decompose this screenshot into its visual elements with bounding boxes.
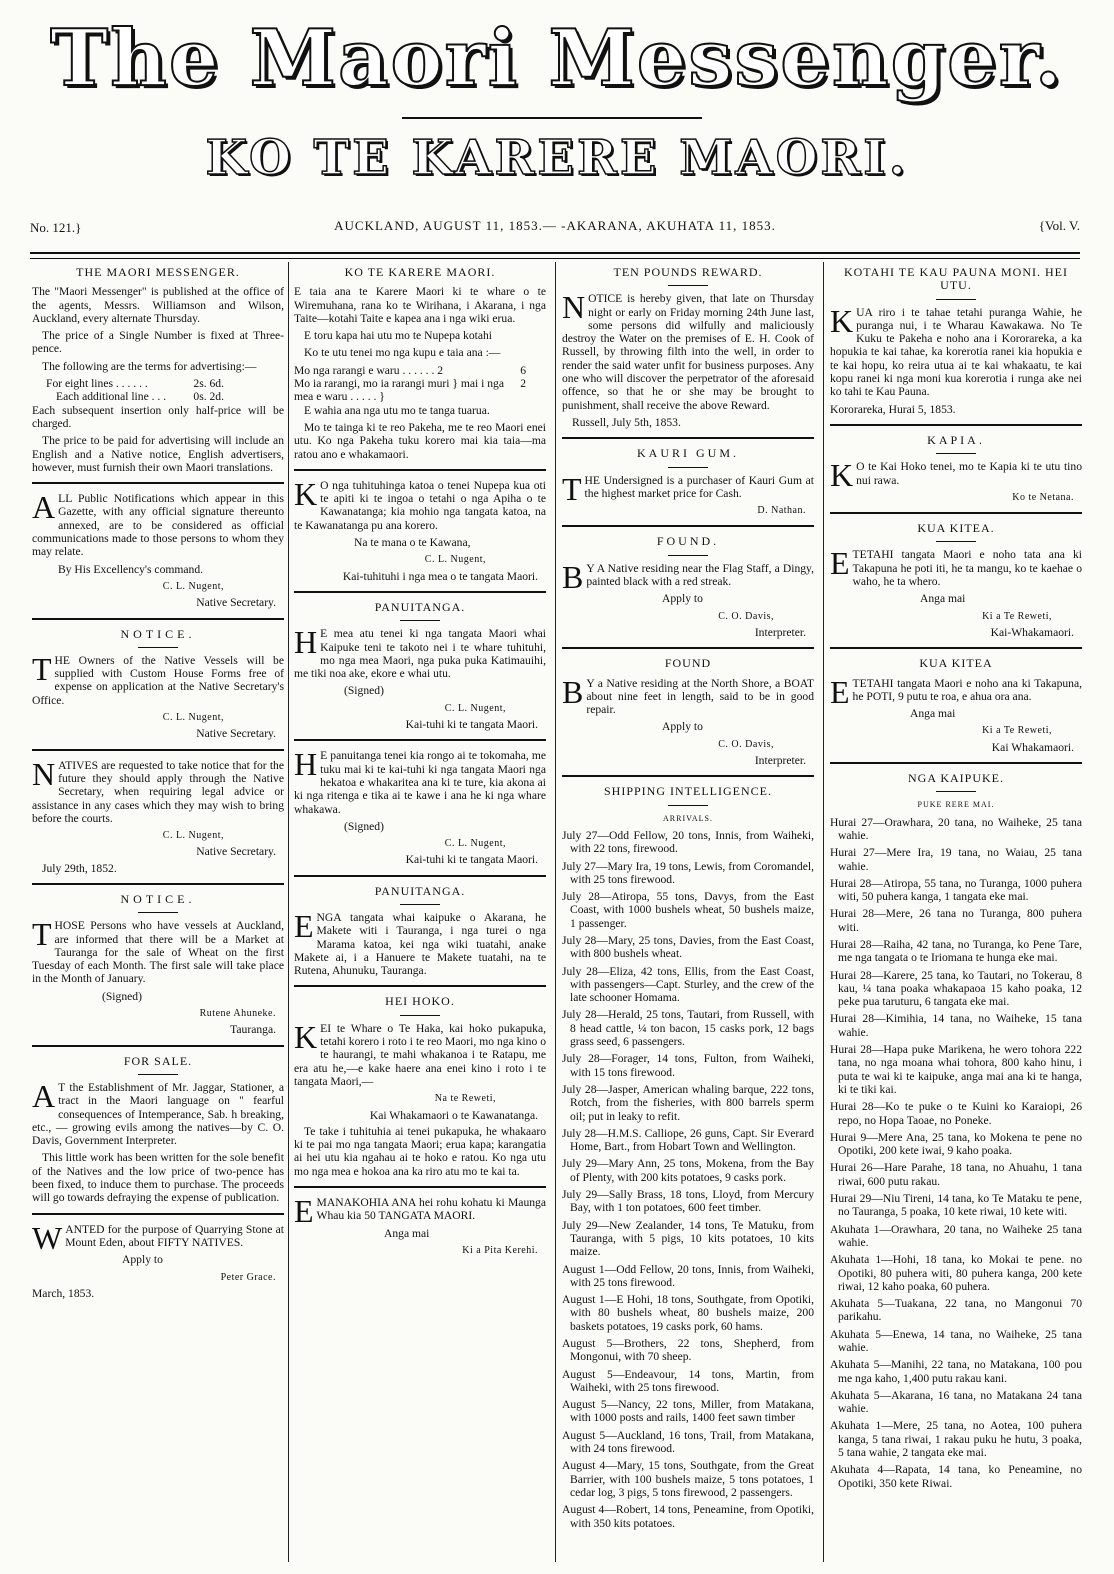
column-1: [32, 262, 284, 1304]
short-rule: [400, 620, 440, 621]
paragraph: This little work has been written for the sole benefit of the Natives and the low price of two-pence has been fixed, to induce them to purchase. The proceeds will go towards defraying the expense of publication.: [32, 1151, 284, 1205]
list-item: July 28—Forager, 14 tons, Fulton, from Waiheki, with 15 tons firewood.: [562, 1052, 814, 1079]
paragraph: NATIVES are requested to take notice that for the future they should apply through the Native Secretary, when requiring legal advice or assistance in any cases which they may wish to bring before the courts.: [32, 755, 284, 825]
signature-title: Kai-tuhituhi i nga mea o te tangata Maori.: [342, 569, 538, 583]
apply-label: Apply to: [662, 720, 703, 734]
list-item: Hurai 28—Ko te puke o te Kuini ko Karaiopi, 26 repo, no Hopa Taoae, no Poneke.: [830, 1100, 1082, 1127]
short-rule: [936, 541, 976, 542]
paragraph: ETETAHI tangata Maori e noho tata ana ki Takapuna he poti iti, he ta mangu, ko te kaehae o waho, he ta whero.: [830, 545, 1082, 589]
paragraph: KEI te Whare o Te Haka, kai hoko pukapuka, tetahi korero i roto i te reo Maori, mo nga kino o te haurangi, te mahi whakanoa i te Ratapu, me era atu he,—e kake haere ana enei kino i roto i te tangata Maori,—: [294, 1018, 546, 1088]
section-rule: [562, 775, 814, 777]
list-item: July 28—Eliza, 42 tons, Ellis, from the East Coast, with passengers—Capt. Sturley, and the crew of the late schooner Homama.: [562, 964, 814, 1005]
date: Russell, July 5th, 1853.: [572, 415, 681, 429]
signature-title: Kai-tuhi ki te tangata Maori.: [405, 853, 538, 867]
list-item: Hurai 27—Mere Ira, 19 tana, no Waiau, 25 tana wahie.: [830, 846, 1082, 873]
heading: FOUND: [664, 656, 712, 671]
list-item: Akuhata 1—Mere, 25 tana, no Aotea, 100 puhera kanga, 5 tana riwai, 1 rakau puku he hutu, 3 poaka, 5 tana wahie, 2 tangata eke mai.: [830, 1419, 1082, 1460]
list-item: Akuhata 1—Orawhara, 20 tana, no Waiheke 25 tana wahie.: [830, 1222, 1082, 1249]
list-item: July 29—Sally Brass, 18 tons, Lloyd, from Mercury Bay, with 1 ton potatoes, 600 feet timber.: [562, 1188, 814, 1215]
section-rule: [562, 525, 814, 527]
list-item: Hurai 28—Atiropa, 55 tana, no Turanga, 1000 puhera witi, 50 puhera kanga, 1 tangata eke mai.: [830, 876, 1082, 904]
signature: Ki a Pita Kerehi.: [462, 1244, 538, 1256]
heading: NOTICE.: [120, 626, 196, 641]
paragraph: E wahia ana nga utu mo te tanga tuarua.: [304, 403, 490, 417]
signature: Ki a Te Reweti,: [982, 725, 1052, 737]
paragraph: NOTICE is hereby given, that late on Thursday night or early on Friday morning 24th June last, some persons did wilfully and maliciously destroy the Water on the premises of E. H. Cook of Russell, by throwing filth into the well, in order to render the said water unfit for business purposes. Any one who will discover the perpetrator of the aforesaid offence, so that he or she may be brought to punishment, shall receive the above Reward.: [562, 289, 814, 412]
signature-title: Native Secretary.: [196, 596, 276, 610]
heading: FOUND.: [656, 534, 720, 549]
section-rule: [562, 647, 814, 649]
column-2: [294, 262, 546, 1260]
list-item: Hurai 28—Mere, 26 tana no Turanga, 800 puhera witi.: [830, 907, 1082, 934]
section-rule: [294, 739, 546, 741]
paragraph: Te take i tuhituhia ai tenei pukapuka, he whakaaro ki te pai mo nga tangata Maori; erua kapa; karangatia ai hei utu kia ngahau ai te hoko e ratou. Ko nga utu mo nga mea e hokoa ana ka riro atu mo te kai ta.: [294, 1124, 546, 1178]
signature-title: Kai-Whakamaori.: [990, 625, 1074, 639]
short-rule: [668, 555, 708, 556]
heading: NGA KAIPUKE.: [908, 771, 1004, 786]
signature-title: Native Secretary.: [196, 727, 276, 741]
shipping-list: [830, 816, 1082, 1490]
heading: NOTICE.: [120, 891, 196, 906]
signature: C. L. Nugent,: [162, 830, 224, 842]
paragraph: BY A Native residing near the Flag Staff, a Dingy, painted black with a red streak.: [562, 558, 814, 595]
rate-row: Each additional line . . . 0s. 2d.: [56, 390, 224, 404]
paragraph: Each subsequent insertion only half-price will be charged.: [32, 403, 284, 430]
paragraph: Mo te tainga ki te reo Pakeha, me te reo Maori enei utu. Ko nga Pakeha tuku korero mai kia taia—ma ratou ano e whakamaori.: [294, 420, 546, 461]
signature: C. O. Davis,: [718, 738, 774, 750]
paragraph: WANTED for the purpose of Quarrying Stone at Mount Eden, about FIFTY NATIVES.: [32, 1219, 284, 1256]
list-item: Akuhata 1—Hohi, 18 tana, ko Mokai te pene. no Opotiki, 80 puhera witi, 80 puhera kanga, 200 kete riwai, 12 kaho poaka, 60 puhera.: [830, 1253, 1082, 1293]
section-rule: [294, 1186, 546, 1188]
paragraph: E taia ana te Karere Maori ki te whare o te Wiremuhana, rana ko te Wirihana, i Akarana, i nga Taite—kotahi Taite e kapea ana i nga wiki erua.: [294, 285, 546, 325]
short-rule: [400, 904, 440, 905]
list-item: July 28—Atiropa, 55 tons, Davys, from the East Coast, with 1000 bushels wheat, 50 bushels maize, 1 passenger.: [562, 890, 814, 930]
rate-row: Mo nga rarangi e waru . . . . . . 2 6: [294, 363, 526, 377]
heading: KO TE KARERE MAORI.: [344, 265, 496, 279]
paragraph: THE Undersigned is a purchaser of Kauri Gum at the highest market price for Cash.: [562, 470, 814, 507]
signature: Ki a Te Reweti,: [982, 610, 1052, 622]
list-item: Hurai 27—Orawhara, 20 tana, no Waiheke, 25 tana wahie.: [830, 815, 1082, 842]
column-divider: [288, 262, 289, 1562]
list-item: August 4—Robert, 14 tons, Peneamine, from Opotiki, with 350 kits potatoes.: [562, 1503, 814, 1530]
column-4: [830, 262, 1082, 1494]
column-divider: [555, 262, 556, 1562]
short-rule: [936, 453, 976, 454]
signature: Ko te Netana.: [1012, 491, 1074, 503]
issue-number: No. 121.}: [30, 220, 82, 235]
short-rule: [936, 791, 976, 792]
short-rule: [668, 805, 708, 806]
signature-title: Kai Whakamaori o te Kawanatanga.: [369, 1108, 538, 1122]
paragraph: The "Maori Messenger" is published at the office of the agents, Messrs. Williamson and Wilson, Auckland, every alternate Thursday.: [32, 285, 284, 325]
section-rule: [32, 1045, 284, 1047]
apply-label: Apply to: [122, 1253, 163, 1267]
column-3: [562, 262, 814, 1534]
paragraph: BY a Native residing at the North Shore, a BOAT about nine feet in length, said to be in good repair.: [562, 673, 814, 717]
signature-title: Interpreter.: [754, 625, 806, 639]
short-rule: [138, 1074, 178, 1075]
heading: KAURI GUM.: [637, 446, 739, 461]
list-item: Hurai 28—Hapa puke Marikena, he wero tohora 222 tana, no nga moana whai tohora, 800 kaho hinu, i puta te wai ki te kaipuke, anga mai ana ki te hanga, ki te tiki kai.: [830, 1043, 1082, 1096]
section-rule: [830, 424, 1082, 426]
list-item: July 27—Odd Fellow, 20 tons, Innis, from Waiheki, with 22 tons, firewood.: [562, 828, 814, 856]
signature: C. L. Nugent,: [444, 702, 506, 714]
paragraph: Ko te utu tenei mo nga kupu e taia ana :—: [304, 346, 501, 360]
list-item: July 28—Mary, 25 tons, Davies, from the East Coast, with 800 bushels wheat.: [562, 933, 814, 961]
signature: C. L. Nugent,: [424, 554, 486, 566]
masthead-title-english: The Maori Messenger.: [50, 13, 1064, 104]
subheading: ARRIVALS.: [663, 813, 713, 823]
issue-date: AUCKLAND, AUGUST 11, 1853.— -AKARANA, AKUHATA 11, 1853.: [334, 218, 776, 233]
list-item: Hurai 26—Hare Parahe, 18 tana, no Ahuahu, 1 tana riwai, 600 putu rakau.: [830, 1161, 1082, 1188]
masthead: [0, 0, 1114, 200]
list-item: Hurai 29—Niu Tireni, 14 tana, ko Te Mataku te pene, no Tauranga, 5 poaka, 10 kete riwai, 10 kete witi.: [830, 1192, 1082, 1219]
apply-label: Apply to: [662, 592, 703, 606]
heading: THE MAORI MESSENGER.: [76, 265, 240, 279]
paragraph: HE panuitanga tenei kia rongo ai te tokomaha, me tuku mai ki te kai-tuhi ki nga tangata Maori nga hekatoa e whakaritea ana ki te ture, kia akona ai ki nga ritenga e tika ai te kawe i ana he ki nga whare whakawa.: [294, 746, 546, 816]
list-item: August 4—Mary, 15 tons, Southgate, from the Great Barrier, with 100 bushels maize, 5 tons potatoes, 1 cedar log, 3 pigs, 5 tons firewood, 2 passengers.: [562, 1459, 814, 1499]
shipping-list: [562, 829, 814, 1530]
signature-place: Tauranga.: [230, 1023, 276, 1037]
list-item: Akuhata 5—Akarana, 16 tana, no Matakana 24 tana wahie.: [830, 1388, 1082, 1416]
date: July 29th, 1852.: [42, 861, 117, 875]
list-item: Hurai 9—Mere Ana, 25 tana, ko Mokena te pene no Opotiki, 200 kete iwai, 9 kaho poaka.: [830, 1130, 1082, 1158]
list-item: Akuhata 4—Rapata, 14 tana, ko Peneamine, no Opotiki, 350 kete Riwai.: [830, 1463, 1082, 1490]
paragraph: THE Owners of the Native Vessels will be supplied with Custom House Forms free of expense on application at the Native Secretary's Office.: [32, 650, 284, 707]
short-rule: [138, 912, 178, 913]
section-rule: [830, 647, 1082, 649]
paragraph: KUA riro i te tahae tetahi puranga Wahie, he puranga nui, i te Wharau Kawakawa. No Te Kuku te Pakeha e noho ana i Kororareka, a ka hopukia te kai tahae, ka korerotia ranei kia hopukia e te kai hopu, ko reira utua ai te kai whakaatu, te kai kopu ranei ki nga moni kua korerotia i runga ake nei ko tahi te Kau Pauna.: [830, 302, 1082, 399]
section-rule: [830, 762, 1082, 764]
paragraph: AT the Establishment of Mr. Jaggar, Stationer, a tract in the Maori language on " fearful consequences of Intemperance, Sab. h breaking, etc., — growing evils among the natives—by C. O. Davis, Government Interpreter.: [32, 1077, 284, 1148]
section-rule: [32, 749, 284, 751]
paragraph: EMANAKOHIA ANA hei rohu kohatu ki Maunga Whau kia 50 TANGATA MAORI.: [294, 1193, 546, 1230]
heading: FOR SALE.: [123, 1053, 193, 1068]
column-divider: [823, 262, 824, 1562]
subheading: PUKE RERE MAI.: [917, 800, 995, 810]
list-item: July 27—Mary Ira, 19 tons, Lewis, from Coromandel, with 25 tons firewood.: [562, 859, 814, 886]
section-rule: [32, 1213, 284, 1215]
list-item: July 28—H.M.S. Calliope, 26 guns, Capt. Sir Everard Home, Bart., from Hobart Town and Wellington.: [562, 1126, 814, 1154]
signature-title: Interpreter.: [754, 754, 806, 768]
paragraph: ETETAHI tangata Maori e noho ana ki Takapuna, he POTI, 9 putu te roa, e ahua ora ana.: [830, 673, 1082, 710]
list-item: August 1—Odd Fellow, 20 tons, Innis, from Waiheki, with 25 tons firewood.: [562, 1262, 814, 1289]
short-rule: [668, 467, 708, 468]
section-rule: [294, 985, 546, 987]
volume-number: {Vol. V.: [1038, 218, 1080, 233]
section-rule: [32, 618, 284, 620]
date: Kororareka, Hurai 5, 1853.: [830, 402, 956, 416]
list-item: August 5—Endeavour, 14 tons, Martin, from Waiheki, with 25 tons firewood.: [562, 1367, 814, 1394]
list-item: August 5—Auckland, 16 tons, Trail, from Matakana, with 24 tons firewood.: [562, 1428, 814, 1456]
paragraph: HE mea atu tenei ki nga tangata Maori whai Kaipuke teni te takoto nei i te whare tuhituhi, mo nga mea Maori, nga puka puka Katimauihi, me tiki noa ake, ekore e whai utu.: [294, 624, 546, 681]
heading: KUA KITEA.: [917, 521, 995, 536]
heading: PANUITANGA.: [374, 599, 466, 614]
short-rule: [668, 285, 708, 286]
short-rule: [936, 299, 976, 300]
masthead-rule: [402, 117, 702, 119]
list-item: August 5—Brothers, 22 tons, Shepherd, from Mongonui, with 70 sheep.: [562, 1337, 814, 1364]
list-item: Akuhata 5—Enewa, 14 tana, no Waiheke, 25 tana wahie.: [830, 1327, 1082, 1354]
signature: Rutene Ahuneke.: [199, 1008, 276, 1020]
paragraph: The price of a Single Number is fixed at Three-pence.: [32, 329, 284, 356]
list-item: Hurai 28—Kimihia, 14 tana, no Waiheke, 15 tana wahie.: [830, 1012, 1082, 1039]
heading: HEI HOKO.: [385, 994, 455, 1009]
paragraph: Na te mana o te Kawana,: [354, 536, 471, 550]
short-rule: [400, 1015, 440, 1016]
section-rule: [32, 883, 284, 885]
list-item: July 28—Jasper, American whaling barque, 222 tons, Rotch, from the fisheries, with 800 barrels sperm oil; put in leaky to refit.: [562, 1082, 814, 1123]
section-rule: [32, 482, 284, 484]
paragraph: By His Excellency's command.: [58, 562, 204, 576]
apply-label: Anga mai: [384, 1226, 430, 1240]
signature-title: Kai Whakamaori.: [991, 740, 1074, 754]
paragraph: THOSE Persons who have vessels at Auckland, are informed that there will be a Market at Tauranga for the sale of Wheat on the first Tuesday of each Month. The first sale will take place in the Month of January.: [32, 916, 284, 986]
paragraph: E toru kapa hai utu mo te Nupepa kotahi: [304, 329, 493, 343]
heading: KAPIA.: [927, 432, 985, 447]
paragraph: KO te Kai Hoko tenei, mo te Kapia ki te utu tino nui rawa.: [830, 457, 1082, 494]
section-rule: [562, 437, 814, 439]
apply-label: Anga mai: [920, 592, 966, 606]
signature-title: Kai-tuhi ki te tangata Maori.: [405, 718, 538, 732]
header-rule: [30, 252, 1080, 259]
list-item: July 29—Mary Ann, 25 tons, Mokena, from the Bay of Plenty, with 200 kits potatoes, 9 casks pork.: [562, 1157, 814, 1184]
heading: KOTAHI TE KAU PAUNA MONI. HEI UTU.: [843, 265, 1069, 293]
heading: PANUITANGA.: [374, 883, 466, 898]
signature: Peter Grace.: [220, 1271, 276, 1283]
list-item: August 5—Nancy, 22 tons, Miller, from Matakana, with 1000 posts and rails, 1400 feet sawn timber: [562, 1398, 814, 1425]
rate-row: Mo ia rarangi, mo ia rarangi muri } mai i nga mea e waru . . . . . } 2: [294, 377, 526, 404]
list-item: Akuhata 5—Tuakana, 22 tana, no Mangonui 70 parikahu.: [830, 1297, 1082, 1324]
paragraph: ALL Public Notifications which appear in this Gazette, with any official signature thereunto annexed, are to be considered as official communications made to those persons to whom they may relate.: [32, 489, 284, 559]
signed-label: (Signed): [344, 684, 384, 698]
section-rule: [294, 875, 546, 877]
list-item: Hurai 28—Raiha, 42 tana, no Turanga, ko Pene Tare, me nga tangata o te Iriomana te hunga eke mai.: [830, 937, 1082, 965]
paragraph: ENGA tangata whai kaipuke o Akarana, he Makete witi i Tauranga, i nga turei o nga Marama katoa, kei nga wiki tuatahi, anake Makete ai, i a Hanuere te Makete tuatahi, na te Rutena, Ahunuku, Tauranga.: [294, 907, 546, 978]
paragraph: The price to be paid for advertising will include an English and a Native notice, English advertisers, however, must furnish their own Maori translations.: [32, 434, 284, 474]
heading: KUA KITEA: [919, 656, 993, 671]
signature: D. Nathan.: [757, 505, 806, 517]
signature-title: Native Secretary.: [196, 845, 276, 859]
signature: C. L. Nugent,: [444, 838, 506, 850]
section-rule: [294, 591, 546, 593]
apply-label: Anga mai: [910, 707, 956, 721]
heading: TEN POUNDS REWARD.: [613, 265, 763, 279]
masthead-title-maori: KO TE KARERE MAORI.: [205, 130, 909, 186]
list-item: July 28—Herald, 25 tons, Tautari, from Russell, with 8 head cattle, ¼ ton bacon, 15 casks pork, 12 bags grass seed, 6 passengers.: [562, 1008, 814, 1049]
list-item: Hurai 28—Karere, 25 tana, ko Tautari, no Tokerau, 8 kau, ¼ tana poaka whakapaoa 15 kaho poaka, 12 peke pua taruturu, 6 tangata eke mai.: [830, 968, 1082, 1009]
list-item: Akuhata 5—Manihi, 22 tana, no Matakana, 100 pou me nga kaho, 1,400 putu rakau kani.: [830, 1358, 1082, 1385]
dateline: [30, 216, 1080, 238]
paragraph: The following are the terms for advertising:—: [42, 359, 257, 373]
signature: C. L. Nugent,: [162, 712, 224, 724]
list-item: August 1—E Hohi, 18 tons, Southgate, from Opotiki, with 80 bushels wheat, 80 bushels maize, 200 baskets potatoes, 19 casks pork, 60 hams.: [562, 1293, 814, 1333]
signature: C. O. Davis,: [718, 610, 774, 622]
signature: Na te Reweti,: [434, 1093, 496, 1105]
short-rule: [138, 647, 178, 648]
date: March, 1853.: [32, 1286, 95, 1300]
signed-label: (Signed): [102, 989, 142, 1003]
heading: SHIPPING INTELLIGENCE.: [604, 784, 772, 799]
list-item: July 29—New Zealander, 14 tons, Te Matuku, from Tauranga, with 5 pigs, 10 kits potatoes, 10 kits maize.: [562, 1218, 814, 1259]
signed-label: (Signed): [344, 819, 384, 833]
signature: C. L. Nugent,: [162, 580, 224, 592]
section-rule: [830, 512, 1082, 514]
section-rule: [294, 469, 546, 471]
rate-row: For eight lines . . . . . . 2s. 6d.: [46, 377, 224, 391]
paragraph: KO nga tuhituhinga katoa o tenei Nupepa kua oti te apiti ki te ingoa o tetahi o nga Apiha o te Kawanatanga; kia mohio nga tangata katoa, na te Kawanatanga pu ana korero.: [294, 475, 546, 532]
